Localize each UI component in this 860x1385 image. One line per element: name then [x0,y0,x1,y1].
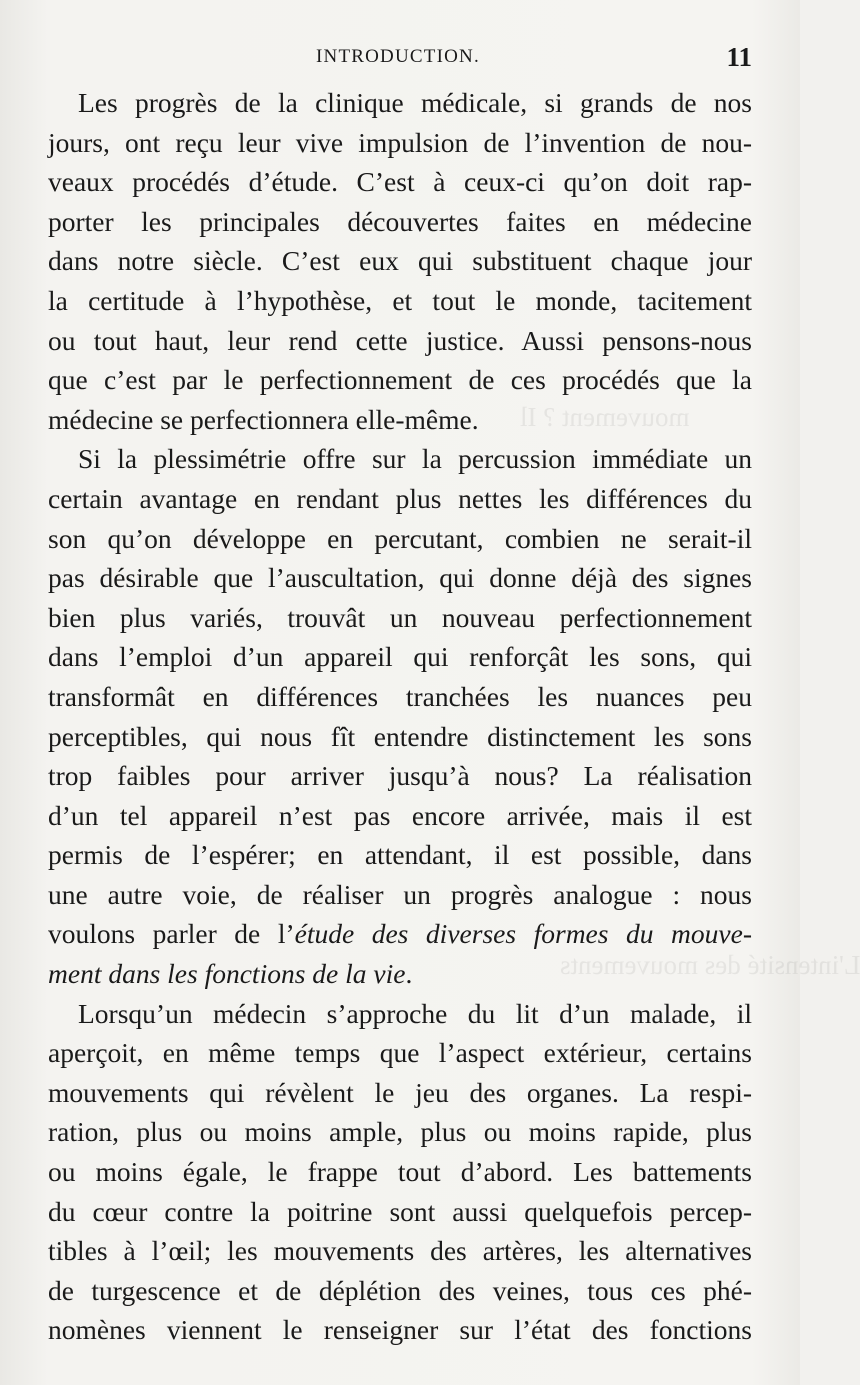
text-line-mixed [48,914,752,954]
running-head: INTRODUCTION. [316,46,480,67]
text-line: médecine se perfectionnera elle-même. [48,403,479,435]
text-line: aperçoit, en même temps que l’aspect extérieur, certains [48,1037,752,1069]
text-line: Les progrès de la clinique médicale, si grands de nos [78,87,752,118]
text-line: transformât en différences tranchées les nuances peu [48,680,752,712]
text-line: permis de l’espérer; en attendant, il est possible, dans [48,839,752,871]
text-line: dans l’emploi d’un appareil qui renforçât les sons, qui [48,641,752,673]
text-line: dans notre siècle. C’est eux qui substituent chaque jour [48,245,752,277]
show-through-text: L'intensité des mouvements [560,950,860,980]
text-line: pas désirable que l’auscultation, qui donne déjà des signes [48,562,752,594]
text-line: certain avantage en rendant plus nettes les différences du [48,482,752,514]
text-line: Si la plessimétrie offre sur la percussion immédiate un [78,443,752,475]
text-segment: voulons parler de l’ [48,918,295,950]
text-line: veaux procédés d’étude. C’est à ceux-ci qu’on doit rap- [48,166,752,198]
text-line: ration, plus ou moins ample, plus ou moins rapide, plus [48,1116,752,1148]
text-line-mixed [48,954,752,994]
text-line: du cœur contre la poitrine sont aussi quelquefois percep- [48,1195,752,1227]
italic-phrase: étude des diverses formes du mouve- [294,918,752,950]
body-text [48,83,752,1350]
text-segment: . [405,958,413,990]
text-line: nomènes viennent le renseigner sur l’état des fonctions [48,1314,752,1346]
text-line: la certitude à l’hypothèse, et tout le monde, tacitement [48,284,752,316]
text-line: ou moins égale, le frappe tout d’abord. Les battements [48,1156,752,1188]
text-line: mouvements qui révèlent le jeu des organes. La respi- [48,1076,752,1108]
page-header [0,42,800,82]
text-line: jours, ont reçu leur vive impulsion de l’invention de nou- [48,126,752,158]
text-line: d’un tel appareil n’est pas encore arrivée, mais il est [48,799,752,831]
text-line: que c’est par le perfectionnement de ces procédés que la [48,364,752,396]
show-through-text: mouvement ? Il [520,402,690,432]
text-line: perceptibles, qui nous fît entendre distinctement les sons [48,720,752,752]
page-number: 11 [726,42,752,72]
italic-phrase: ment dans les fonctions de la vie [48,958,406,990]
text-line: porter les principales découvertes faites en médecine [48,205,752,237]
text-line: son qu’on développe en percutant, combien ne serait-il [48,522,752,554]
text-line: une autre voie, de réaliser un progrès analogue : nous [48,878,752,910]
text-line: tibles à l’œil; les mouvements des artères, les alternatives [48,1235,752,1267]
text-line: de turgescence et de déplétion des veines, tous ces phé- [48,1274,752,1306]
text-line: bien plus variés, trouvât un nouveau perfectionnement [48,601,752,633]
text-line: Lorsqu’un médecin s’approche du lit d’un malade, il [78,997,752,1029]
text-line: ou tout haut, leur rend cette justice. Aussi pensons-nous [48,324,752,356]
text-line: trop faibles pour arriver jusqu’à nous? La réalisation [48,760,752,792]
